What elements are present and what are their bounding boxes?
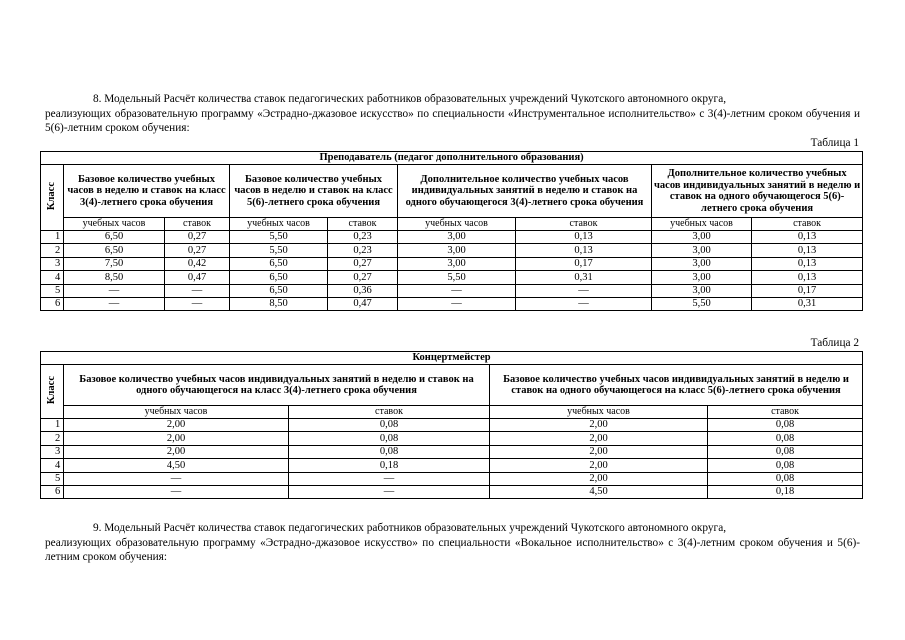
table-cell: 7,50 [64, 257, 165, 270]
table-2-caption: Таблица 2 [810, 337, 859, 349]
table-cell: 0,42 [165, 257, 230, 270]
table-cell: 0,23 [328, 244, 398, 257]
table-cell: 2,00 [490, 445, 708, 458]
paragraph-8 [45, 92, 860, 136]
paragraph-9-rest: реализующих образовательную программу «Эстрадно-джазовое искусство» по специальности «Вокальное исполнительство» с 3(4)-летним сроком обучения и 5(6)-летним сроком обучения: [45, 536, 860, 563]
paragraph-8-rest: реализующих образовательную программу «Эстрадно-джазовое искусство» по специальности «Инструментальное исполнительство» с 3(4)-летним сроком обучения и 5(6)-летним сроком обучения: [45, 107, 860, 134]
sub-header-hours: учебных часов [64, 406, 289, 419]
table-cell: 2,00 [490, 459, 708, 472]
sub-header-rates: ставок [516, 218, 652, 231]
table-cell: 3,00 [398, 244, 516, 257]
table-cell: 0,08 [708, 472, 863, 485]
sub-header-hours: учебных часов [64, 218, 165, 231]
table-cell: 0,13 [752, 244, 863, 257]
table-1-body [41, 231, 863, 311]
table-cell: 0,13 [752, 257, 863, 270]
table-cell: 0,36 [328, 284, 398, 297]
table-1-group-2: Базовое количество учебных часов в неделю и ставок на класс 5(6)-летнего срока обучения [230, 165, 398, 218]
class-number-cell: 5 [41, 284, 64, 297]
class-number-cell: 2 [41, 244, 64, 257]
sub-header-rates: ставок [708, 406, 863, 419]
class-number-cell: 1 [41, 231, 64, 244]
table-cell: 0,27 [328, 271, 398, 284]
table-cell: 2,00 [64, 445, 289, 458]
table-1-class-header [41, 165, 64, 231]
table-cell: 0,08 [708, 432, 863, 445]
table-row [41, 257, 863, 270]
table-cell: 0,47 [328, 297, 398, 310]
table-row [41, 432, 863, 445]
table-cell: 2,00 [64, 432, 289, 445]
table-2-title: Концертмейстер [41, 352, 863, 365]
table-row [41, 419, 863, 432]
table-cell: 3,00 [398, 257, 516, 270]
table-cell: 6,50 [230, 271, 328, 284]
table-cell: 3,00 [652, 257, 752, 270]
table-cell: 0,13 [752, 231, 863, 244]
class-number-cell: 5 [41, 472, 64, 485]
table-cell: 8,50 [230, 297, 328, 310]
table-cell: 0,17 [516, 257, 652, 270]
table-cell: 0,27 [165, 231, 230, 244]
table-cell: 5,50 [230, 244, 328, 257]
table-cell: 8,50 [64, 271, 165, 284]
class-number-cell: 1 [41, 419, 64, 432]
table-cell: 0,47 [165, 271, 230, 284]
table-2-group-2: Базовое количество учебных часов индивидуальных занятий в неделю и ставок на одного обучающегося на класс 5(6)-летнего срока обучения [490, 365, 863, 406]
class-label: Класс [46, 181, 57, 210]
table-2-class-header [41, 365, 64, 419]
table-cell: 0,08 [708, 419, 863, 432]
table-row [41, 445, 863, 458]
table-2-body [41, 419, 863, 499]
table-cell: — [64, 284, 165, 297]
class-number-cell: 6 [41, 297, 64, 310]
sub-header-hours: учебных часов [398, 218, 516, 231]
table-row [41, 244, 863, 257]
table-cell: 0,13 [516, 244, 652, 257]
table-cell: 0,13 [516, 231, 652, 244]
table-cell: 2,00 [490, 432, 708, 445]
table-1-group-3: Дополнительное количество учебных часов индивидуальных занятий в неделю и ставок на одного обучающегося 3(4)-летнего срока обучения [398, 165, 652, 218]
table-cell: 0,18 [708, 485, 863, 498]
table-cell: 5,50 [230, 231, 328, 244]
table-cell: 4,50 [490, 485, 708, 498]
table-cell: — [64, 485, 289, 498]
table-cell: — [64, 297, 165, 310]
table-cell: — [64, 472, 289, 485]
table-cell: 0,13 [752, 271, 863, 284]
sub-header-rates: ставок [289, 406, 490, 419]
table-row [41, 284, 863, 297]
table-cell: 2,00 [64, 419, 289, 432]
table-cell: 6,50 [230, 257, 328, 270]
table-cell: 6,50 [64, 231, 165, 244]
table-1-title: Преподаватель (педагог дополнительного образования) [41, 152, 863, 165]
table-teacher [40, 151, 863, 311]
sub-header-rates: ставок [328, 218, 398, 231]
sub-header-hours: учебных часов [652, 218, 752, 231]
table-1-group-1: Базовое количество учебных часов в неделю и ставок на класс 3(4)-летнего срока обучения [64, 165, 230, 218]
class-number-cell: 4 [41, 459, 64, 472]
table-cell: 3,00 [652, 284, 752, 297]
table-cell: 0,08 [708, 459, 863, 472]
paragraph-9 [45, 521, 860, 565]
table-cell: 2,00 [490, 472, 708, 485]
table-cell: 6,50 [64, 244, 165, 257]
sub-header-rates: ставок [165, 218, 230, 231]
table-cell: 0,23 [328, 231, 398, 244]
table-cell: 3,00 [652, 231, 752, 244]
class-number-cell: 6 [41, 485, 64, 498]
paragraph-9-first-line: 9. Модельный Расчёт количества ставок педагогических работников образовательных учреждений Чукотского автономного округа, [93, 522, 727, 534]
table-cell: 5,50 [652, 297, 752, 310]
table-cell: — [516, 284, 652, 297]
sub-header-rates: ставок [752, 218, 863, 231]
table-row [41, 297, 863, 310]
table-row [41, 231, 863, 244]
table-cell: — [516, 297, 652, 310]
table-1-caption: Таблица 1 [810, 137, 859, 149]
table-cell: 5,50 [398, 271, 516, 284]
table-cell: 0,27 [165, 244, 230, 257]
sub-header-hours: учебных часов [230, 218, 328, 231]
table-cell: — [398, 297, 516, 310]
class-number-cell: 3 [41, 445, 64, 458]
table-2-group-1: Базовое количество учебных часов индивидуальных занятий в неделю и ставок на одного обучающегося на класс 3(4)-летнего срока обучения [64, 365, 490, 406]
class-number-cell: 3 [41, 257, 64, 270]
table-cell: 0,08 [708, 445, 863, 458]
table-row [41, 485, 863, 498]
table-accompanist [40, 351, 863, 499]
table-cell: — [165, 284, 230, 297]
table-cell: 0,08 [289, 445, 490, 458]
table-cell: 0,08 [289, 432, 490, 445]
table-cell: 3,00 [652, 244, 752, 257]
table-cell: 0,27 [328, 257, 398, 270]
table-cell: 2,00 [490, 419, 708, 432]
table-cell: — [289, 485, 490, 498]
class-number-cell: 2 [41, 432, 64, 445]
table-row [41, 472, 863, 485]
sub-header-hours: учебных часов [490, 406, 708, 419]
table-cell: 0,31 [516, 271, 652, 284]
table-cell: 0,18 [289, 459, 490, 472]
table-cell: — [398, 284, 516, 297]
table-cell: 3,00 [398, 231, 516, 244]
class-number-cell: 4 [41, 271, 64, 284]
table-cell: — [289, 472, 490, 485]
table-cell: 0,08 [289, 419, 490, 432]
paragraph-8-first-line: 8. Модельный Расчёт количества ставок педагогических работников образовательных учреждений Чукотского автономного округа, [93, 93, 727, 105]
table-cell: 0,31 [752, 297, 863, 310]
table-cell: 3,00 [652, 271, 752, 284]
table-cell: 6,50 [230, 284, 328, 297]
table-1-group-4: Дополнительное количество учебных часов индивидуальных занятий в неделю и ставок на одного обучающегося 5(6)-летнего срока обучения [652, 165, 863, 218]
table-cell: 4,50 [64, 459, 289, 472]
class-label: Класс [46, 375, 57, 404]
table-cell: 0,17 [752, 284, 863, 297]
table-cell: — [165, 297, 230, 310]
table-row [41, 459, 863, 472]
table-row [41, 271, 863, 284]
